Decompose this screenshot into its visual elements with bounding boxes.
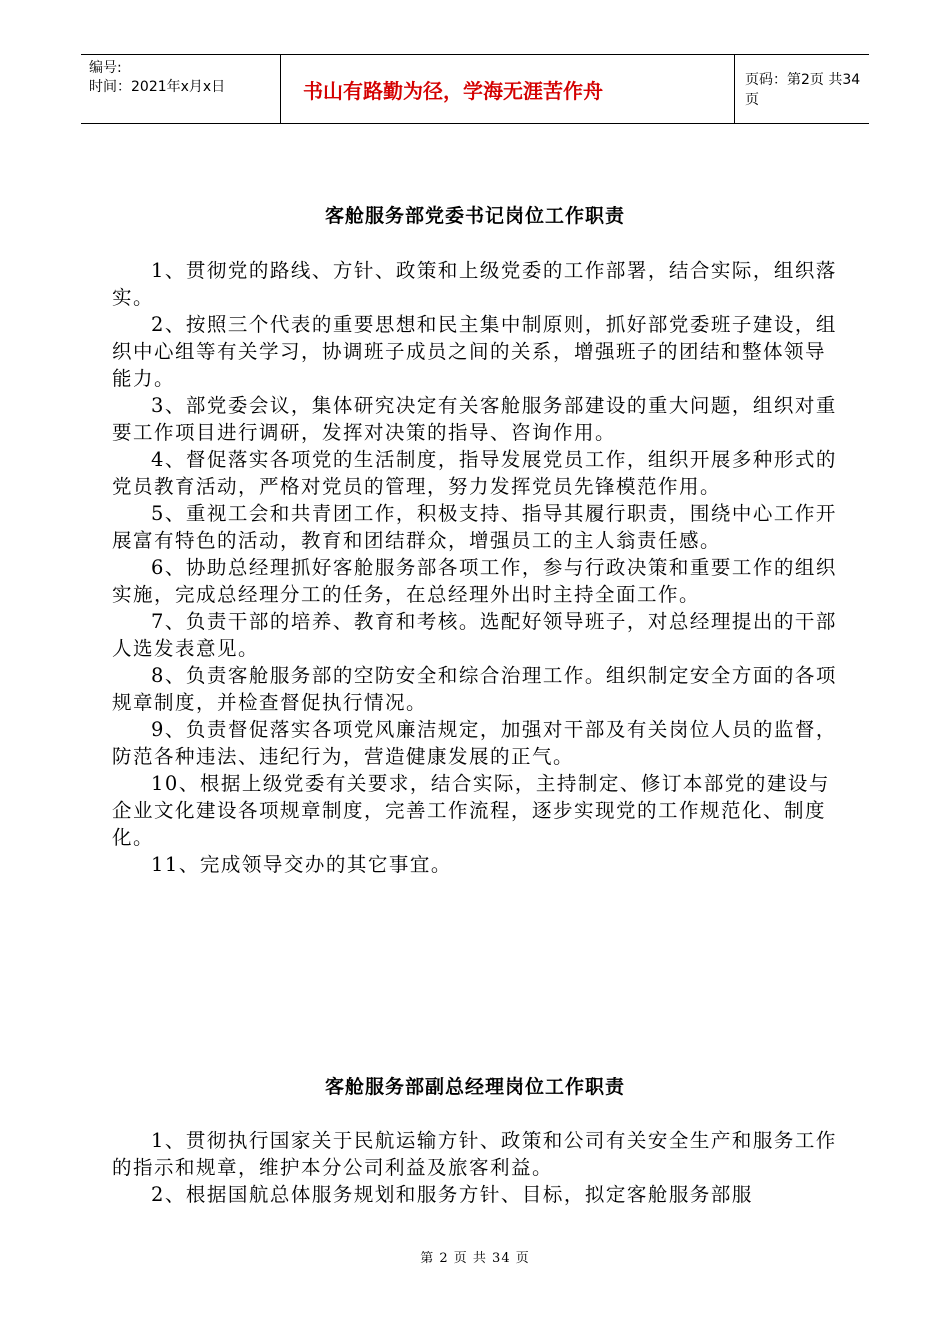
document-time-label: 时间：2021年x月x日	[89, 79, 226, 95]
duty-paragraph: 9、负责督促落实各项党风廉洁规定，加强对干部及有关岗位人员的监督，防范各种违法、违纪行为，营造健康发展的正气。	[112, 718, 837, 768]
duty-paragraph: 3、部党委会议，集体研究决定有关客舱服务部建设的重大问题，组织对重要工作项目进行调研，发挥对决策的指导、咨询作用。	[112, 394, 837, 444]
duty-paragraph: 7、负责干部的培养、教育和考核。选配好领导班子，对总经理提出的干部人选发表意见。	[112, 610, 837, 660]
duty-paragraph: 2、根据国航总体服务规划和服务方针、目标，拟定客舱服务部服	[151, 1183, 753, 1206]
document-number-label: 编号:	[89, 60, 122, 76]
header-meta	[81, 55, 281, 123]
section-title-deputy-manager: 客舱服务部副总经理岗位工作职责	[324, 1076, 625, 1098]
page-header	[81, 54, 869, 124]
header-motto: 书山有路勤为径，学海无涯苦作舟	[281, 55, 735, 123]
section-body-deputy-manager	[112, 1127, 842, 1208]
header-page-info: 页码：第2页 共34页	[745, 72, 861, 108]
page-footer: 第 2 页 共 34 页	[420, 1251, 530, 1266]
duty-paragraph: 1、贯彻党的路线、方针、政策和上级党委的工作部署，结合实际，组织落实。	[112, 259, 837, 309]
duty-paragraph: 1、贯彻执行国家关于民航运输方针、政策和公司有关安全生产和服务工作的指示和规章，维护本分公司利益及旅客利益。	[112, 1129, 837, 1179]
duty-paragraph: 11、完成领导交办的其它事宜。	[151, 853, 452, 876]
section-body-party-secretary	[112, 257, 842, 878]
section-title-party-secretary: 客舱服务部党委书记岗位工作职责	[324, 205, 625, 227]
duty-paragraph: 4、督促落实各项党的生活制度，指导发展党员工作，组织开展多种形式的党员教育活动，严格对党员的管理，努力发挥党员先锋模范作用。	[112, 448, 837, 498]
duty-paragraph: 5、重视工会和共青团工作，积极支持、指导其履行职责，围绕中心工作开展富有特色的活动，教育和团结群众，增强员工的主人翁责任感。	[112, 502, 837, 552]
duty-paragraph: 8、负责客舱服务部的空防安全和综合治理工作。组织制定安全方面的各项规章制度，并检查督促执行情况。	[112, 664, 837, 714]
duty-paragraph: 10、根据上级党委有关要求，结合实际，主持制定、修订本部党的建设与企业文化建设各项规章制度，完善工作流程，逐步实现党的工作规范化、制度化。	[112, 772, 830, 849]
duty-paragraph: 6、协助总经理抓好客舱服务部各项工作，参与行政决策和重要工作的组织实施，完成总经理分工的任务，在总经理外出时主持全面工作。	[112, 556, 837, 606]
duty-paragraph: 2、按照三个代表的重要思想和民主集中制原则，抓好部党委班子建设，组织中心组等有关学习，协调班子成员之间的关系，增强班子的团结和整体领导能力。	[112, 313, 837, 390]
